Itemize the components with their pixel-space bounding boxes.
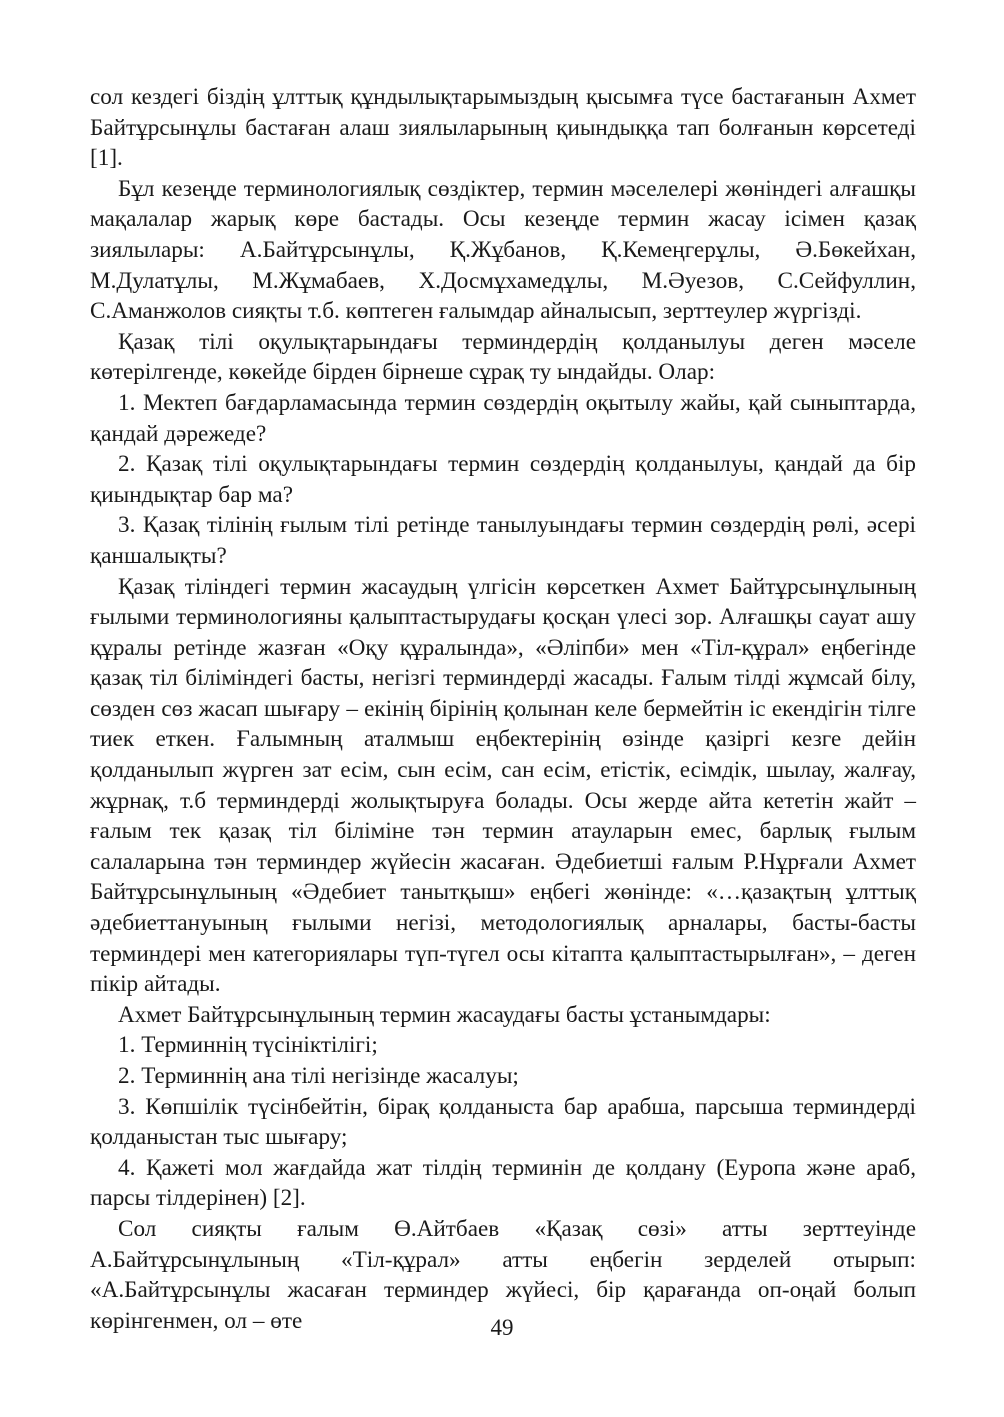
question-item-2: 2. Қазақ тілі оқулықтарындағы термин сөздердің қолданылуы, қандай да бір қиындықтар бар ма? bbox=[90, 451, 916, 508]
page-number: 49 bbox=[490, 1315, 514, 1340]
paragraph-aitbaev-research: Сол сияқты ғалым Ө.Айтбаев «Қазақ сөзі» атты зерттеуінде А.Байтұрсынұлының «Тіл-құрал» атты еңбегін зерделей отырып: «А.Байтұрсынұлы жасаған терминдер жүйесі, бір қарағанда оп-оңай болып көрінгенмен, ол – өте bbox=[90, 1215, 916, 1334]
principle-item-2: 2. Терминнің ана тілі негізінде жасалуы; bbox=[118, 1063, 519, 1089]
principle-item-1: 1. Терминнің түсініктілігі; bbox=[118, 1032, 378, 1059]
page-body bbox=[90, 82, 916, 1336]
paragraph-principles-intro: Ахмет Байтұрсынұлының термин жасаудағы басты ұстанымдары: bbox=[118, 1001, 771, 1028]
principle-item-4: 4. Қажеті мол жағдайда жат тілдің терминін де қолдану (Еуропа және араб, парсы тілдерінен) [2]. bbox=[90, 1154, 916, 1212]
paragraph-questions-intro: Қазақ тілі оқулықтарындағы терминдердің қолданылуы деген мәселе көтерілгенде, көкейде бірден бірнеше сұрақ ту ындайды. Олар: bbox=[90, 328, 916, 386]
paragraph-baitursynuly-contribution: Қазақ тіліндегі термин жасаудың үлгісін көрсеткен Ахмет Байтұрсынұлының ғылыми терминологияны қалыптастырудағы қосқан үлесі зор. Алғашқы сауат ашу құралы ретінде жазған «Оқу құралында», «Әліпби» мен «Тіл-құрал» еңбегінде қазақ тіл біліміндегі басты, негізгі терминдерді жасады. Ғалым тілді жұмсай білу, сөзден сөз жасап шығару – екінің бірінің қолынан келе бермейтін іс екендігін тілге тиек еткен. Ғалымның аталмыш еңбектерінің өзінде қазіргі кезге дейін қолданылып жүрген зат есім, сын есім, сан есім, етістік, есімдік, шылау, жалғау, жұрнақ, т.б терминдерді жолықтыруға болады. Осы жерде айта кететін жайт – ғалым тек қазақ тіл біліміне тән термин атауларын емес, барлық ғылым салаларына тән терминдер жүйесін жасаған. Әдебиетші ғалым Р.Нұрғали Ахмет Байтұрсынұлының «Әдебиет танытқыш» еңбегі жөнінде: «…қазақтың ұлттық әдебиеттануының ғылыми негізі, методологиялық арналары, басты-басты терминдері мен категориялары түп-түгел осы кітапта қалыптастырылған», – деген пікір айтады. bbox=[90, 573, 916, 998]
paragraph-terminology-period: Бұл кезеңде терминологиялық сөздіктер, термин мәселелері жөніндегі алғашқы мақалалар жарық көре бастады. Осы кезеңде термин жасау ісімен қазақ зиялылары: А.Байтұрсынұлы, Қ.Жұбанов, Қ.Кемеңгерұлы, Ә.Бөкейхан, М.Дулатұлы, М.Жұмабаев, Х.Досмұхамедұлы, М.Әуезов, С.Сейфуллин, С.Аманжолов сияқты т.б. көптеген ғалымдар айналысып, зерттеулер жүргізді. bbox=[90, 175, 916, 325]
question-item-1: 1. Мектеп бағдарламасында термин сөздердің оқытылу жайы, қай сыныптарда, қандай дәрежеде? bbox=[90, 389, 916, 447]
paragraph-continuation: сол кездегі біздің ұлттық құндылықтарымыздың қысымға түсе бастағанын Ахмет Байтұрсынұлы бастаған алаш зиялыларының қиындыққа тап болғанын көрсетеді [1]. bbox=[90, 84, 916, 172]
principle-item-3: 3. Көпшілік түсінбейтін, бірақ қолданыста бар арабша, парсыша терминдерді қолданыстан тыс шығару; bbox=[90, 1093, 916, 1151]
question-item-3: 3. Қазақ тілінің ғылым тілі ретінде танылуындағы термин сөздердің рөлі, әсері қаншалықты? bbox=[90, 512, 916, 569]
